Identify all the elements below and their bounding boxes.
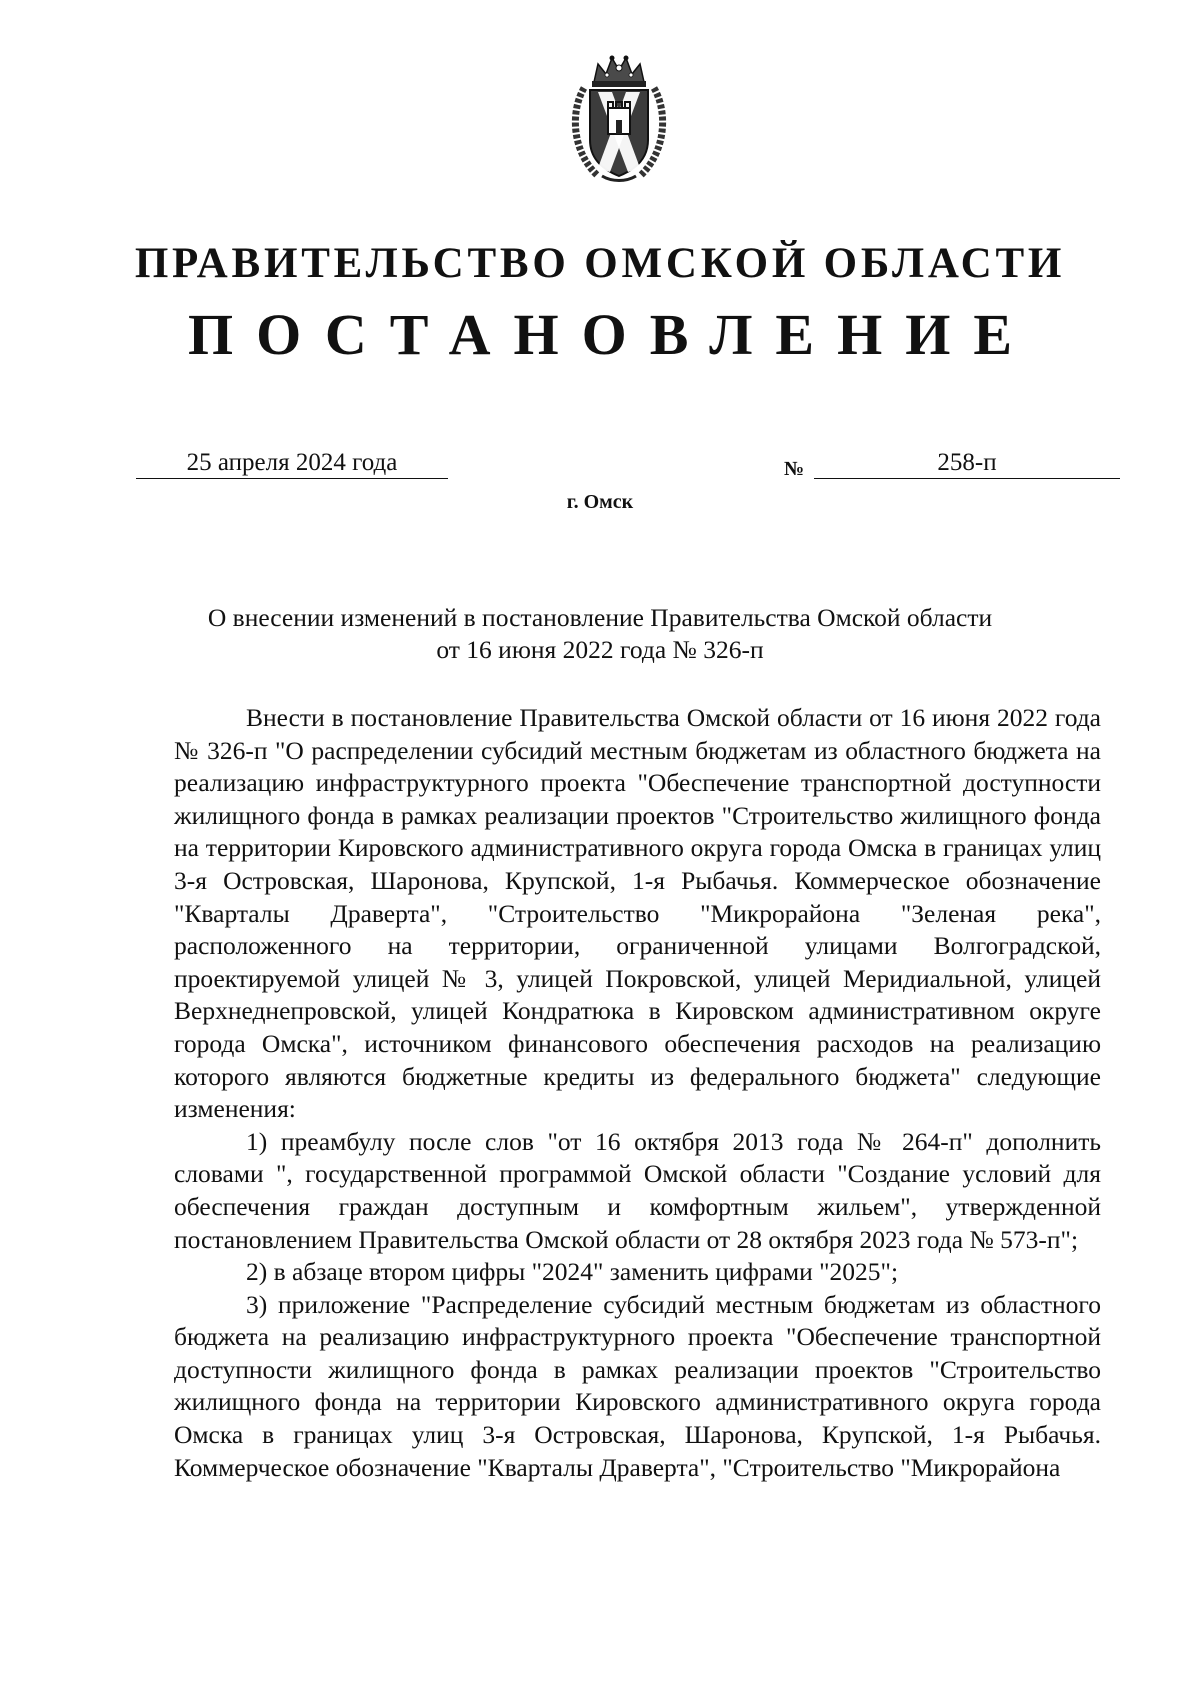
omsk-oblast-coat-of-arms-icon: [568, 52, 670, 184]
document-city: г. Омск: [566, 491, 634, 513]
document-type-title: ПОСТАНОВЛЕНИЕ: [187, 302, 1036, 367]
body-item-1: 1) преамбулу после слов "от 16 октября 2013 года № 264-п" дополнить словами ", государственной программой Омской области "Создание условий для обеспечения граждан доступным и комфортным жильем", утвержденной постановлением Правительства Омской области от 28 октября 2023 года № 573-п";: [174, 1126, 1101, 1254]
subject-line-1: О внесении изменений в постановление Правительства Омской области: [207, 603, 993, 632]
body-item-2: 2) в абзаце втором цифры "2024" заменить цифрами "2025";: [246, 1257, 899, 1287]
subject-line-2: от 16 июня 2022 года № 326-п: [436, 635, 764, 664]
number-label: №: [784, 458, 805, 480]
document-subject: [150, 602, 1050, 666]
document-date: 25 апреля 2024 года: [136, 448, 448, 479]
document-number: 258-п: [814, 448, 1120, 479]
document-body: [174, 702, 1101, 1484]
body-item-3: 3) приложение "Распределение субсидий местным бюджетам из областного бюджета на реализацию инфраструктурного проекта "Обеспечение транспортной доступности жилищного фонда в рамках реализации проектов "Строительство жилищного фонда на территории Кировского административного округа города Омска в границах улиц 3-я Островская, Шаронова, Крупской, 1-я Рыбачья. Коммерческое обозначение "Кварталы Драверта", "Строительство "Микрорайона: [174, 1289, 1101, 1482]
body-intro-paragraph: Внести в постановление Правительства Омской области от 16 июня 2022 года № 326-п "О распределении субсидий местным бюджетам из областного бюджета на реализацию инфраструктурного проекта "Обеспечение транспортной доступности жилищного фонда в рамках реализации проектов "Строительство жилищного фонда на территории Кировского административного округа города Омска в границах улиц 3-я Островская, Шаронова, Крупской, 1-я Рыбачья. Коммерческое обозначение "Кварталы Драверта", "Строительство "Микрорайона "Зеленая река", расположенного на территории, ограниченной улицами Волгоградской, проектируемой улицей № 3, улицей Покровской, улицей Меридиальной, улицей Верхнеднепровской, улицей Кондратюка в Кировском административном округе города Омска", источником финансового обеспечения расходов на реализацию которого являются бюджетные кредиты из федерального бюджета" следующие изменения:: [174, 703, 1101, 1124]
government-name: ПРАВИТЕЛЬСТВО ОМСКОЙ ОБЛАСТИ: [134, 240, 1066, 287]
